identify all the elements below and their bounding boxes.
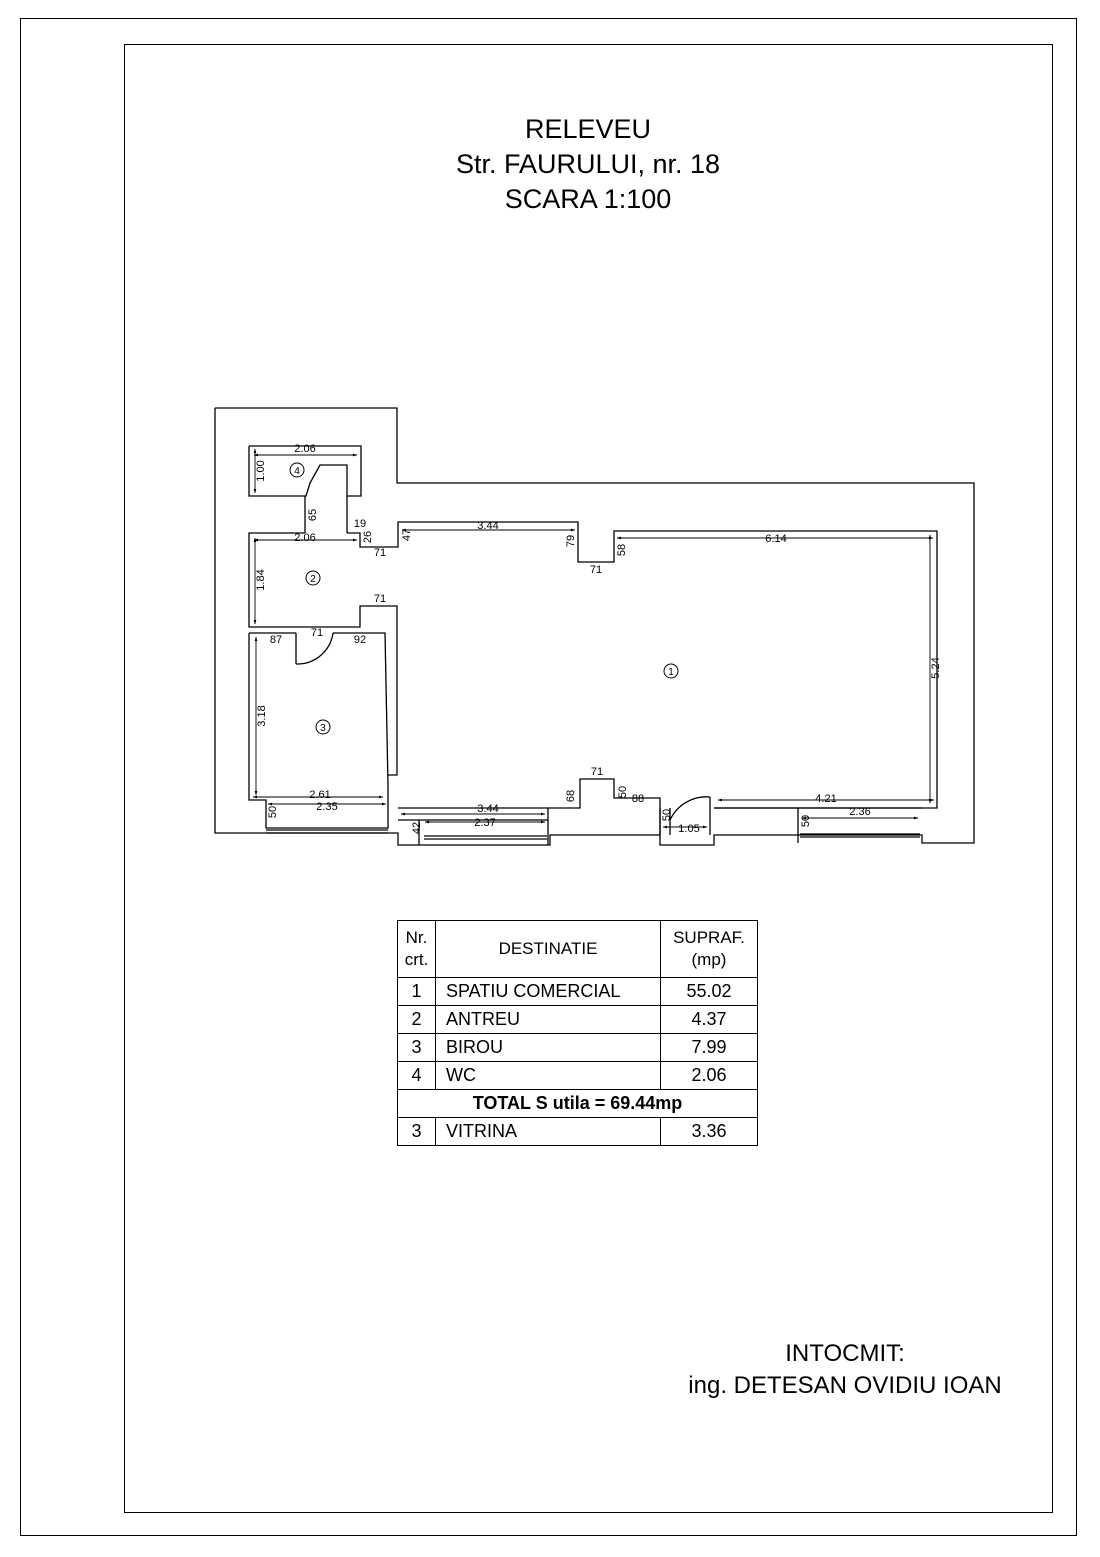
- dim-26: 26: [362, 530, 374, 544]
- table-row: [398, 1006, 758, 1034]
- dim-92: 92: [353, 634, 367, 646]
- dim-50-bottom: 50: [617, 785, 629, 799]
- table-row: [398, 1034, 758, 1062]
- dim-71-bottom: 71: [590, 766, 604, 778]
- dim-50-right: 50: [800, 814, 812, 828]
- surface-table: [397, 920, 758, 1146]
- dim-71-top-left: 71: [373, 547, 387, 559]
- dim-235: 2.35: [316, 801, 338, 813]
- row-supraf: 2.06: [661, 1062, 758, 1090]
- title-line-3: SCARA 1:100: [504, 184, 672, 214]
- dim-58: 58: [616, 543, 628, 557]
- header-destinatie: DESTINATIE: [436, 921, 661, 978]
- row-destinatie: WC: [436, 1062, 661, 1090]
- dim-bottom-344: 3.44: [477, 803, 499, 815]
- dim-right-height: 5.24: [930, 657, 942, 679]
- row-nr: 3: [398, 1118, 436, 1146]
- title-line-1: RELEVEU: [524, 114, 652, 144]
- dim-50-left: 50: [267, 805, 279, 819]
- row-destinatie: BIROU: [436, 1034, 661, 1062]
- signature-label: INTOCMIT:: [785, 1340, 905, 1367]
- row-nr: 3: [398, 1034, 436, 1062]
- room-marker-3: 3: [320, 723, 326, 734]
- dim-88: 88: [631, 793, 645, 805]
- title-line-2: Str. FAURULUI, nr. 18: [455, 149, 721, 179]
- dim-top-wall: 3.44: [477, 520, 499, 532]
- dim-236: 2.36: [849, 806, 871, 818]
- header-nr: Nr. crt.: [398, 921, 436, 978]
- dim-47: 47: [401, 528, 413, 542]
- table-total-row: [398, 1090, 758, 1118]
- dim-top-right: 6.14: [765, 533, 787, 545]
- total-surface: TOTAL S utila = 69.44mp: [398, 1090, 758, 1118]
- dim-68: 68: [565, 789, 577, 803]
- dim-19: 19: [353, 518, 367, 530]
- signature-name: ing. DETESAN OVIDIU IOAN: [688, 1372, 1002, 1399]
- dim-261: 2.61: [309, 789, 331, 801]
- row-nr: 1: [398, 978, 436, 1006]
- row-supraf: 7.99: [661, 1034, 758, 1062]
- row-supraf: 3.36: [661, 1118, 758, 1146]
- table-row: [398, 978, 758, 1006]
- dim-antreu-width: 2.06: [294, 532, 316, 544]
- row-supraf: 4.37: [661, 1006, 758, 1034]
- header-supraf: SUPRAF. (mp): [661, 921, 758, 978]
- row-destinatie: ANTREU: [436, 1006, 661, 1034]
- dim-wc-width: 2.06: [294, 443, 316, 455]
- signature-block: [640, 1338, 1050, 1402]
- row-destinatie: SPATIU COMERCIAL: [436, 978, 661, 1006]
- dim-87: 87: [269, 634, 283, 646]
- room-marker-2: 2: [310, 574, 316, 585]
- dim-71-antreu: 71: [373, 593, 387, 605]
- dim-passage: 65: [307, 508, 319, 522]
- room-marker-4: 4: [294, 466, 300, 477]
- dim-antreu-height: 1.84: [255, 569, 267, 591]
- table-header-row: [398, 921, 758, 978]
- dim-237: 2.37: [474, 817, 496, 829]
- row-supraf: 55.02: [661, 978, 758, 1006]
- row-destinatie: VITRINA: [436, 1118, 661, 1146]
- table-row: [398, 1062, 758, 1090]
- dim-42: 42: [411, 821, 423, 835]
- dim-79: 79: [565, 534, 577, 548]
- dim-birou-door: 71: [310, 627, 324, 639]
- dim-71-top: 71: [589, 564, 603, 576]
- dim-wc-height: 1.00: [255, 460, 267, 482]
- row-nr: 2: [398, 1006, 436, 1034]
- dim-50-door: 50: [661, 808, 673, 822]
- dim-105: 1.05: [678, 823, 700, 835]
- dim-421: 4.21: [815, 793, 837, 805]
- room-marker-1: 1: [668, 667, 674, 678]
- row-nr: 4: [398, 1062, 436, 1090]
- table-row: [398, 1118, 758, 1146]
- dim-birou-height: 3.18: [256, 705, 268, 727]
